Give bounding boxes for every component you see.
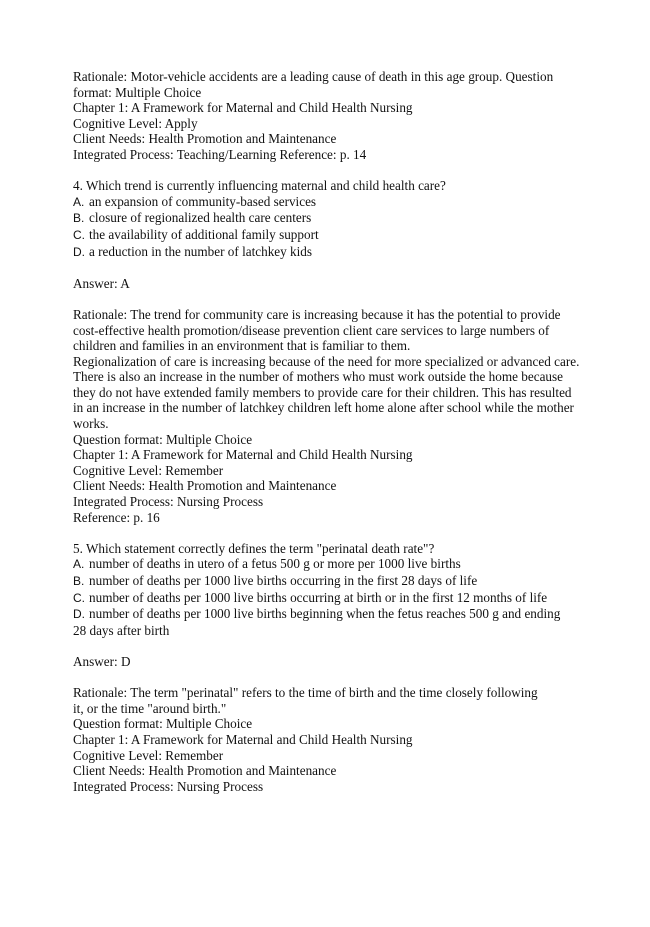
- option-letter: D.: [73, 244, 85, 259]
- rationale-line: Rationale: The term "perinatal" refers to the time of birth and the time closely following: [73, 685, 538, 701]
- option-letter: B.: [73, 574, 85, 588]
- meta-reference: Reference: p. 16: [73, 509, 160, 525]
- option-b: [73, 210, 603, 227]
- rationale-line: cost-effective health promotion/disease prevention client care services to large numbers of: [73, 322, 550, 338]
- rationale-line: Rationale: The trend for community care is increasing because it has the potential to provide: [73, 306, 561, 322]
- meta-client-needs: Client Needs: Health Promotion and Maintenance: [73, 478, 337, 494]
- question-stem: 4. Which trend is currently influencing maternal and child health care?: [73, 178, 446, 194]
- option-d: [73, 606, 603, 623]
- option-letter: A.: [73, 557, 85, 572]
- rationale-line: in an increase in the number of latchkey children left home alone after school while the mother: [73, 400, 574, 416]
- answer: Answer: D: [73, 653, 131, 669]
- option-c: [73, 227, 603, 244]
- spacer: [73, 525, 603, 541]
- spacer: [73, 670, 603, 686]
- question-4: [73, 178, 603, 260]
- option-a: [73, 556, 603, 573]
- meta-cognitive-level: Cognitive Level: Remember: [73, 462, 224, 478]
- option-text: an expansion of community-based services: [89, 193, 317, 209]
- q3-metadata: [73, 100, 603, 162]
- q5-metadata: [73, 716, 603, 794]
- option-text: closure of regionalized health care centers: [89, 210, 312, 226]
- document-page: [73, 69, 603, 794]
- spacer: [73, 260, 603, 276]
- rationale-line: Regionalization of care is increasing because of the need for more specialized or advanced care.: [73, 353, 580, 369]
- meta-cognitive-level: Cognitive Level: Apply: [73, 115, 198, 131]
- rationale-line: children and families in an environment that is familiar to them.: [73, 338, 411, 354]
- option-text: the availability of additional family support: [89, 226, 319, 242]
- option-letter: C.: [73, 590, 85, 605]
- option-d-continuation: 28 days after birth: [73, 622, 170, 638]
- option-letter: B.: [73, 211, 85, 226]
- meta-cognitive-level: Cognitive Level: Remember: [73, 747, 224, 763]
- q4-metadata: [73, 432, 603, 526]
- meta-client-needs: Client Needs: Health Promotion and Maintenance: [73, 763, 337, 779]
- q3-rationale: [73, 69, 603, 100]
- option-b: [73, 573, 603, 590]
- rationale-line: Rationale: Motor-vehicle accidents are a leading cause of death in this age group. Question: [73, 69, 554, 84]
- option-a: [73, 194, 603, 211]
- option-text: number of deaths per 1000 live births occurring at birth or in the first 12 months of life: [89, 589, 548, 605]
- meta-chapter: Chapter 1: A Framework for Maternal and Child Health Nursing: [73, 100, 413, 116]
- meta-integrated-process: Integrated Process: Nursing Process: [73, 778, 264, 794]
- question-stem: 5. Which statement correctly defines the term "perinatal death rate"?: [73, 540, 435, 556]
- meta-chapter: Chapter 1: A Framework for Maternal and Child Health Nursing: [73, 447, 413, 463]
- answer: Answer: A: [73, 275, 130, 291]
- option-d: [73, 244, 603, 261]
- question-5: [73, 541, 603, 639]
- spacer: [73, 291, 603, 307]
- rationale-line: format: Multiple Choice: [73, 84, 202, 100]
- spacer: [73, 638, 603, 654]
- rationale-line: There is also an increase in the number of mothers who must work outside the home because: [73, 369, 563, 385]
- rationale-line: it, or the time "around birth.": [73, 700, 227, 716]
- option-c: [73, 590, 603, 607]
- option-text: number of deaths in utero of a fetus 500 g or more per 1000 live births: [89, 556, 461, 572]
- rationale-line: they do not have extended family members to provide care for their children. This has resulted: [73, 384, 572, 400]
- option-text: a reduction in the number of latchkey kids: [89, 243, 313, 259]
- option-letter: C.: [73, 227, 85, 242]
- meta-question-format: Question format: Multiple Choice: [73, 716, 253, 732]
- meta-integrated-process: Integrated Process: Nursing Process: [73, 494, 264, 510]
- q5-rationale: [73, 685, 603, 716]
- option-letter: A.: [73, 194, 85, 209]
- rationale-line: works.: [73, 416, 109, 432]
- option-letter: D.: [73, 607, 85, 622]
- option-text: number of deaths per 1000 live births beginning when the fetus reaches 500 g and ending: [89, 606, 561, 622]
- meta-chapter: Chapter 1: A Framework for Maternal and Child Health Nursing: [73, 731, 413, 747]
- spacer: [73, 163, 603, 179]
- meta-client-needs: Client Needs: Health Promotion and Maintenance: [73, 131, 337, 147]
- meta-integrated-process: Integrated Process: Teaching/Learning Reference: p. 14: [73, 146, 367, 162]
- q4-rationale: [73, 307, 603, 432]
- option-text: number of deaths per 1000 live births occurring in the first 28 days of life: [89, 573, 478, 588]
- meta-question-format: Question format: Multiple Choice: [73, 431, 253, 447]
